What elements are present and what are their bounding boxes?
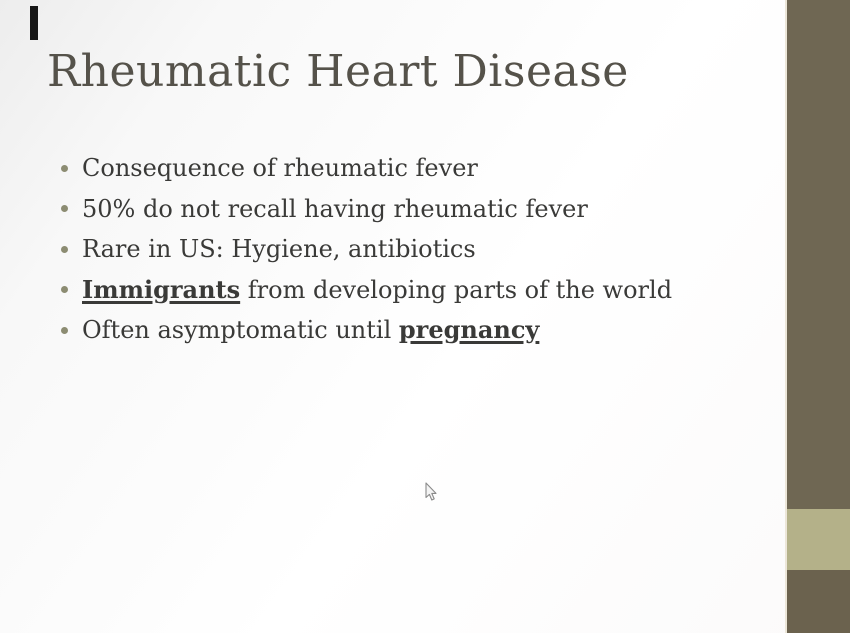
bullet-text-emphasis: Immigrants — [82, 274, 241, 304]
bullet-text — [82, 148, 478, 189]
sidebar-band-light — [787, 509, 850, 570]
bullet-text-before: Consequence of rheumatic fever — [82, 154, 478, 182]
sidebar-band-bottom — [787, 570, 850, 633]
bullet-dot-icon — [61, 286, 68, 293]
bullet-text-before: 50% do not recall having rheumatic fever — [82, 194, 588, 223]
bullet-item — [61, 148, 672, 189]
bullet-list — [61, 148, 672, 351]
bullet-dot-icon — [61, 205, 68, 212]
bullet-text-before: Often asymptomatic until — [82, 316, 399, 344]
bullet-text-before: Rare in US: Hygiene, antibiotics — [82, 235, 476, 263]
bullet-item — [61, 229, 672, 270]
bullet-text — [82, 310, 539, 351]
bullet-text-emphasis: pregnancy — [398, 315, 540, 344]
slide-sidebar-decoration — [787, 0, 850, 633]
bullet-item — [61, 270, 672, 311]
mouse-cursor-icon — [424, 482, 437, 502]
bullet-text-after: from developing parts of the world — [240, 275, 673, 304]
bullet-text — [82, 229, 476, 270]
bullet-text — [82, 270, 672, 311]
sidebar-band-top — [787, 0, 850, 509]
bullet-dot-icon — [61, 246, 68, 253]
bullet-item — [61, 310, 672, 351]
bullet-item — [61, 189, 672, 230]
slide-title: Rheumatic Heart Disease — [47, 46, 629, 97]
video-artifact-mark — [30, 6, 38, 40]
bullet-dot-icon — [61, 165, 68, 172]
bullet-dot-icon — [61, 327, 68, 334]
bullet-text — [82, 189, 588, 230]
